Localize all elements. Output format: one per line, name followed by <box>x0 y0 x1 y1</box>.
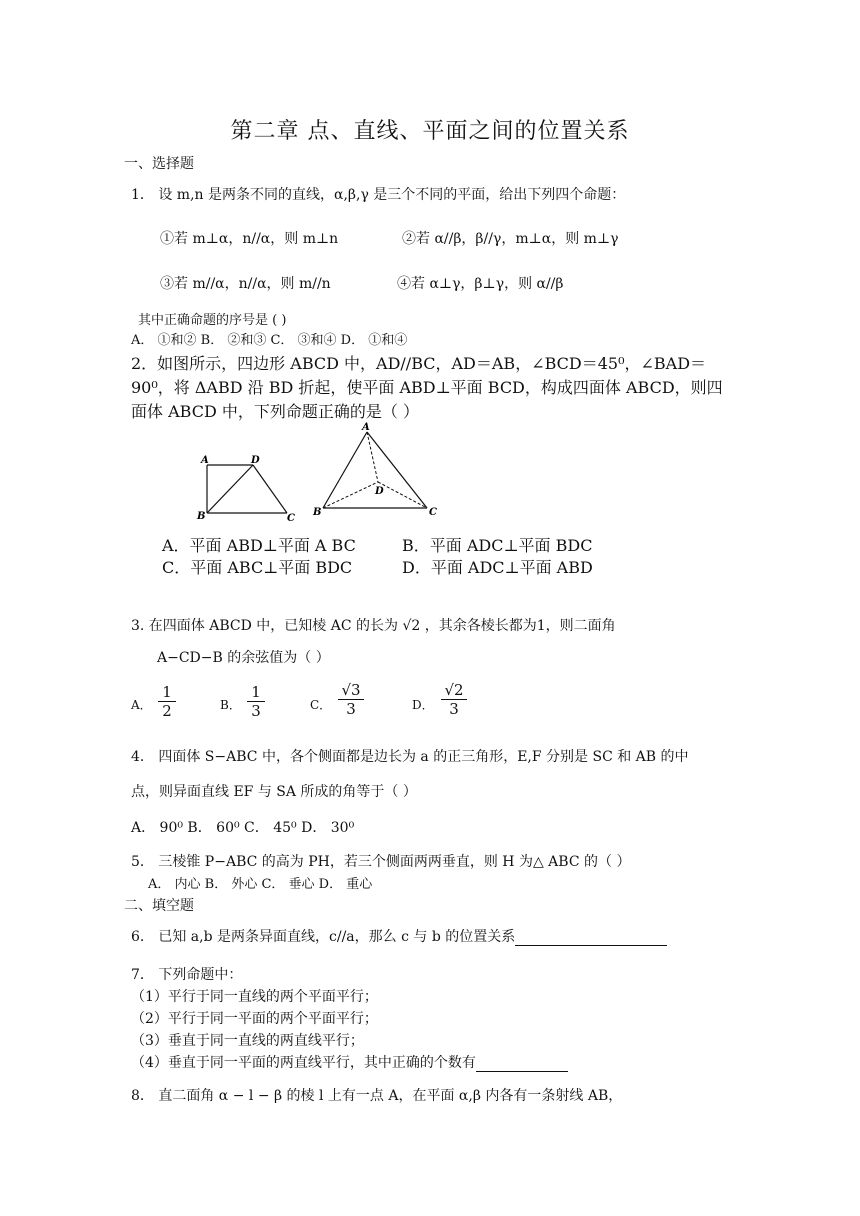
q1-stem: 1． 设 m,n 是两条不同的直线，α,β,γ 是三个不同的平面，给出下列四个命题： <box>131 187 626 203</box>
q7-answer-blank[interactable] <box>476 1057 568 1072</box>
q3-option-b-fraction <box>247 683 265 720</box>
q3-option-c-numerator: √3 <box>338 681 364 700</box>
q3-option-b-numerator: 1 <box>247 683 265 702</box>
fig1-label-a: A <box>201 455 209 466</box>
q3-option-d-numerator: √2 <box>441 681 467 700</box>
q2-option-d: D．平面 ADC⊥平面 ABD <box>402 558 593 577</box>
q4-options: A． 90⁰ B． 60⁰ C． 45⁰ D． 30⁰ <box>131 820 355 836</box>
q1-options: A． ①和② B． ②和③ C． ③和④ D． ①和④ <box>131 333 408 348</box>
chapter-title: 第二章 点、直线、平面之间的位置关系 <box>230 119 630 144</box>
fig2-label-b: B <box>313 507 322 518</box>
q3-option-a-fraction <box>158 683 176 720</box>
q3-option-c-denominator: 3 <box>346 700 356 718</box>
fig2-label-c: C <box>429 507 437 518</box>
q6-text: 6． 已知 a,b 是两条异面直线，c//a，那么 c 与 b 的位置关系 <box>131 929 516 945</box>
section-heading-fill: 二、填空题 <box>124 898 194 914</box>
fig1-label-b: B <box>197 511 206 522</box>
q8-line: 8． 直二面角 α − l − β 的棱 l 上有一点 A，在平面 α,β 内各有一条射线 AB， <box>131 1088 623 1104</box>
q2-figure <box>195 420 445 525</box>
fig2-label-a: A <box>362 422 370 433</box>
q1-proposition-2: ②若 α//β，β//γ，m⊥α，则 m⊥γ <box>402 231 619 247</box>
q2-option-b: B．平面 ADC⊥平面 BDC <box>402 536 593 555</box>
q7-statement-3: （3）垂直于同一直线的两直线平行； <box>131 1033 364 1049</box>
q3-option-b-denominator: 3 <box>251 702 261 720</box>
q7-statement-4: （4）垂直于同一平面的两直线平行，其中正确的个数有 <box>131 1055 476 1071</box>
fig2-label-d: D <box>375 486 384 497</box>
q4-line-1: 4． 四面体 S−ABC 中，各个侧面都是边长为 a 的正三角形，E,F 分别是 SC 和 AB 的中 <box>131 749 689 765</box>
q3-line-2: A−CD−B 的余弦值为（ ） <box>157 650 330 666</box>
q1-proposition-1: ①若 m⊥α，n//α，则 m⊥n <box>160 231 339 247</box>
quadrilateral-figure <box>196 455 295 524</box>
section-heading-choice: 一、选择题 <box>124 156 194 172</box>
q3-option-d-label: D． <box>412 698 434 712</box>
q2-option-c: C．平面 ABC⊥平面 BDC <box>162 558 353 577</box>
q3-option-d-fraction <box>441 681 467 718</box>
q1-question: 其中正确命题的序号是 ( ) <box>138 313 287 328</box>
tetrahedron-figure <box>312 422 437 518</box>
q5-line-1: 5． 三棱锥 P−ABC 的高为 PH，若三个侧面两两垂直，则 H 为△ ABC 的（ ） <box>131 854 631 870</box>
fig1-label-c: C <box>287 513 295 524</box>
q3-option-d-denominator: 3 <box>449 700 459 718</box>
q3-option-a-numerator: 1 <box>158 683 176 702</box>
q7-statement-1: （1）平行于同一直线的两个平面平行； <box>131 989 378 1005</box>
q2-option-a: A．平面 ABD⊥平面 A BC <box>162 536 356 555</box>
q3-line-1: 3. 在四面体 ABCD 中，已知棱 AC 的长为 √2 ，其余各棱长都为1，则二面角 <box>131 618 616 634</box>
q6-line <box>131 928 667 946</box>
q3-option-a-denominator: 2 <box>162 702 172 720</box>
q3-option-b-label: B． <box>220 698 241 712</box>
q1-proposition-3: ③若 m//α，n//α，则 m//n <box>160 276 331 292</box>
fig1-label-d: D <box>251 455 260 466</box>
q7-statement-2: （2）平行于同一平面的两个平面平行； <box>131 1011 378 1027</box>
q1-proposition-4: ④若 α⊥γ，β⊥γ，则 α//β <box>397 276 564 292</box>
q5-options: A． 内心 B． 外心 C． 垂心 D． 重心 <box>148 877 373 892</box>
q7-statement-4-line <box>131 1054 568 1072</box>
q4-line-2: 点，则异面直线 EF 与 SA 所成的角等于（ ） <box>131 784 417 800</box>
q2-line-3: 面体 ABCD 中，下列命题正确的是（ ） <box>131 402 419 421</box>
q2-line-2: 90⁰，将 ΔABD 沿 BD 折起，使平面 ABD⊥平面 BCD，构成四面体 ABCD，则四 <box>131 378 723 397</box>
q3-option-a-label: A． <box>131 698 152 712</box>
q6-answer-blank[interactable] <box>515 931 667 946</box>
q2-line-1: 2．如图所示，四边形 ABCD 中，AD//BC，AD＝AB，∠BCD＝45⁰，∠BAD＝ <box>131 354 707 373</box>
q7-stem: 7． 下列命题中： <box>131 967 243 983</box>
q3-option-c-fraction <box>338 681 364 718</box>
q3-option-c-label: C． <box>310 698 332 712</box>
